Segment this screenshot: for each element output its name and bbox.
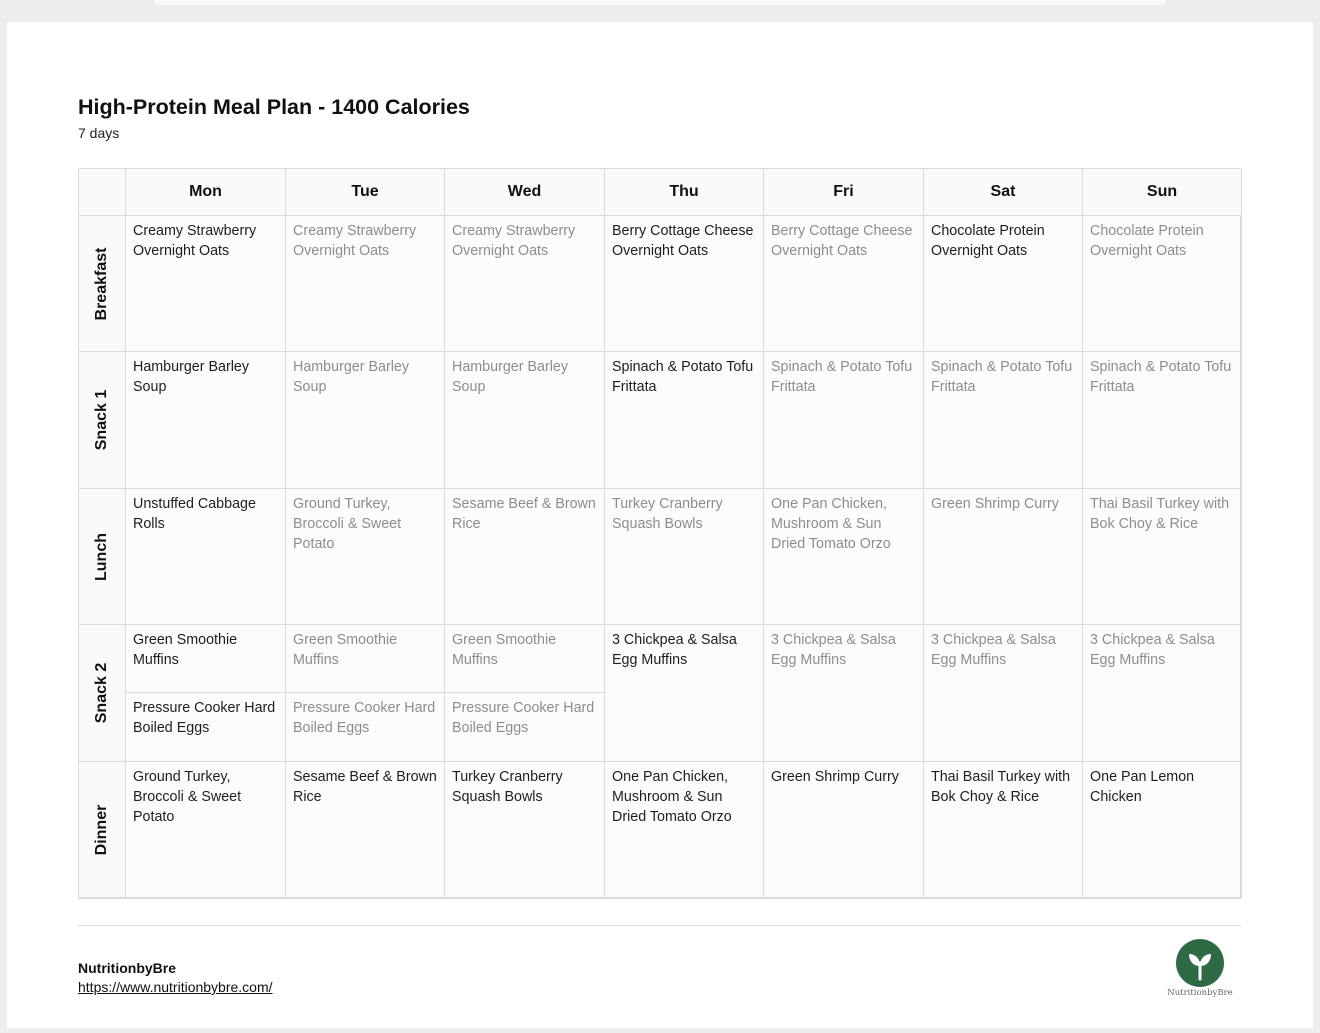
- row-label-text: Dinner: [93, 804, 110, 855]
- day-header-wed: Wed: [445, 169, 605, 216]
- meal-cell: Creamy Strawberry Overnight Oats: [286, 216, 445, 352]
- meal-cell: Pressure Cooker Hard Boiled Eggs: [126, 693, 286, 762]
- meal-cell: 3 Chickpea & Salsa Egg Muffins: [924, 625, 1083, 762]
- meal-cell: One Pan Lemon Chicken: [1083, 762, 1242, 898]
- row-label-text: Snack 1: [93, 389, 110, 451]
- row-label-dinner: [79, 762, 126, 898]
- previous-page-edge: [155, 0, 1165, 5]
- meal-cell: Ground Turkey, Broccoli & Sweet Potato: [126, 762, 286, 898]
- meal-cell: Green Shrimp Curry: [924, 489, 1083, 625]
- meal-cell: Thai Basil Turkey with Bok Choy & Rice: [924, 762, 1083, 898]
- meal-cell: Sesame Beef & Brown Rice: [286, 762, 445, 898]
- meal-cell: Berry Cottage Cheese Overnight Oats: [605, 216, 764, 352]
- meal-cell: Unstuffed Cabbage Rolls: [126, 489, 286, 625]
- row-label-text: Breakfast: [93, 247, 110, 320]
- row-label-breakfast: [79, 216, 126, 352]
- meal-cell: Hamburger Barley Soup: [445, 352, 605, 489]
- meal-cell: Ground Turkey, Broccoli & Sweet Potato: [286, 489, 445, 625]
- day-header-tue: Tue: [286, 169, 445, 216]
- meal-cell: One Pan Chicken, Mushroom & Sun Dried Tomato Orzo: [764, 489, 924, 625]
- meal-cell: Green Smoothie Muffins: [286, 625, 445, 693]
- row-label-lunch: [79, 489, 126, 625]
- document-page: [7, 22, 1313, 1028]
- meal-cell: Sesame Beef & Brown Rice: [445, 489, 605, 625]
- meal-plan-table: [78, 168, 1241, 899]
- meal-cell: 3 Chickpea & Salsa Egg Muffins: [764, 625, 924, 762]
- day-header-fri: Fri: [764, 169, 924, 216]
- row-label-text: Snack 2: [93, 662, 110, 724]
- meal-cell: Creamy Strawberry Overnight Oats: [445, 216, 605, 352]
- meal-cell: Berry Cottage Cheese Overnight Oats: [764, 216, 924, 352]
- meal-cell: 3 Chickpea & Salsa Egg Muffins: [605, 625, 764, 762]
- meal-cell: Creamy Strawberry Overnight Oats: [126, 216, 286, 352]
- footer-divider: [78, 925, 1241, 926]
- day-header-sun: Sun: [1083, 169, 1242, 216]
- meal-cell: Pressure Cooker Hard Boiled Eggs: [286, 693, 445, 762]
- row-label-snack1: [79, 352, 126, 489]
- day-header-mon: Mon: [126, 169, 286, 216]
- row-label-text: Lunch: [93, 532, 110, 581]
- table-corner: [79, 169, 126, 216]
- meal-cell: Spinach & Potato Tofu Frittata: [605, 352, 764, 489]
- meal-cell: Spinach & Potato Tofu Frittata: [764, 352, 924, 489]
- footer-url-link[interactable]: https://www.nutritionbybre.com/: [78, 979, 273, 995]
- page-title: High-Protein Meal Plan - 1400 Calories: [78, 95, 470, 119]
- meal-cell: Turkey Cranberry Squash Bowls: [445, 762, 605, 898]
- row-label-snack2: [79, 625, 126, 762]
- meal-cell: Hamburger Barley Soup: [126, 352, 286, 489]
- meal-cell: Hamburger Barley Soup: [286, 352, 445, 489]
- page-subtitle: 7 days: [78, 125, 120, 141]
- meal-cell: Spinach & Potato Tofu Frittata: [1083, 352, 1242, 489]
- meal-cell: Green Shrimp Curry: [764, 762, 924, 898]
- meal-cell: 3 Chickpea & Salsa Egg Muffins: [1083, 625, 1242, 762]
- meal-cell: One Pan Chicken, Mushroom & Sun Dried Tomato Orzo: [605, 762, 764, 898]
- meal-cell: Chocolate Protein Overnight Oats: [1083, 216, 1242, 352]
- logo-wordmark: NutritionbyBre: [1167, 988, 1233, 998]
- meal-cell: Thai Basil Turkey with Bok Choy & Rice: [1083, 489, 1242, 625]
- meal-cell: Pressure Cooker Hard Boiled Eggs: [445, 693, 605, 762]
- meal-cell: Green Smoothie Muffins: [126, 625, 286, 693]
- day-header-thu: Thu: [605, 169, 764, 216]
- meal-cell: Turkey Cranberry Squash Bowls: [605, 489, 764, 625]
- day-header-sat: Sat: [924, 169, 1083, 216]
- footer-brand: NutritionbyBre: [78, 960, 176, 976]
- meal-cell: Green Smoothie Muffins: [445, 625, 605, 693]
- meal-cell: Spinach & Potato Tofu Frittata: [924, 352, 1083, 489]
- meal-cell: Chocolate Protein Overnight Oats: [924, 216, 1083, 352]
